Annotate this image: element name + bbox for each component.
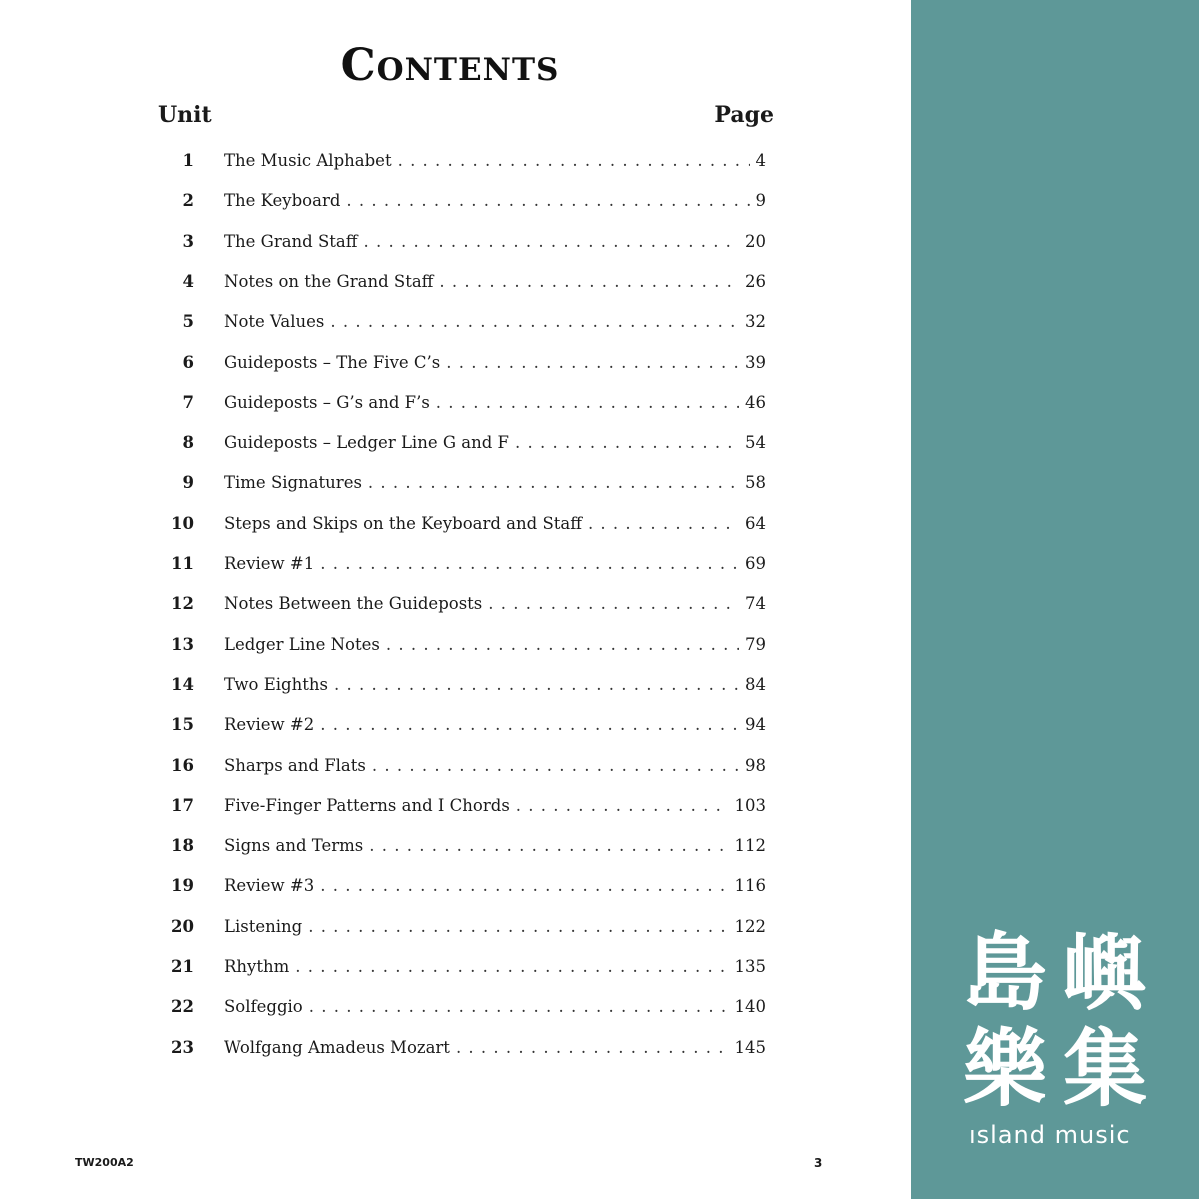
dot-leader <box>295 954 728 980</box>
page-ref: 112 <box>734 836 766 856</box>
dot-leader <box>308 914 728 940</box>
unit-title: Solfeggio <box>224 997 303 1017</box>
unit-title: Review #3 <box>224 876 315 896</box>
toc-row <box>0 632 911 658</box>
toc-row <box>0 229 911 255</box>
toc-entry <box>224 753 766 779</box>
unit-number: 7 <box>182 392 194 412</box>
dot-leader <box>330 309 739 335</box>
toc-entry <box>224 390 766 416</box>
dot-leader <box>488 591 739 617</box>
page-ref: 32 <box>745 312 766 332</box>
dot-leader <box>372 753 739 779</box>
unit-number: 6 <box>182 352 194 372</box>
unit-number: 19 <box>171 876 194 896</box>
page-ref: 69 <box>745 554 766 573</box>
page-ref: 54 <box>745 433 766 453</box>
toc-row <box>0 954 911 980</box>
page-ref: 79 <box>745 634 766 654</box>
unit-number: 12 <box>171 594 194 614</box>
logo-char: 集 <box>1062 1020 1147 1118</box>
unit-title: Review #2 <box>224 715 315 735</box>
unit-number: 20 <box>171 916 194 936</box>
page-ref: 103 <box>734 795 766 815</box>
page-column-header: Page <box>714 102 774 128</box>
toc-row <box>0 753 911 779</box>
toc-entry <box>224 591 766 617</box>
dot-leader <box>456 1035 729 1061</box>
toc-row <box>0 994 911 1020</box>
toc-row <box>0 470 911 496</box>
logo-characters <box>955 925 1155 1117</box>
unit-number: 22 <box>171 997 194 1017</box>
unit-title: Two Eighths <box>224 674 328 694</box>
unit-number: 9 <box>182 473 194 493</box>
page-title: Contents <box>340 40 560 91</box>
dot-leader <box>386 632 739 658</box>
unit-title: Guideposts – The Five C’s <box>224 352 441 372</box>
dot-leader <box>369 833 728 859</box>
page-ref: 140 <box>734 997 766 1017</box>
book-code: TW200A2 <box>75 1156 134 1169</box>
unit-number: 4 <box>182 271 194 291</box>
dot-leader <box>446 350 739 376</box>
dot-leader <box>588 511 739 537</box>
unit-number: 11 <box>171 554 194 573</box>
page-ref: 26 <box>745 271 766 291</box>
unit-column-header: Unit <box>158 102 212 128</box>
toc-row <box>0 188 911 214</box>
page-ref: 84 <box>745 674 766 694</box>
unit-number: 14 <box>171 674 194 694</box>
page-ref: 46 <box>745 392 766 412</box>
unit-title: Signs and Terms <box>224 836 364 856</box>
toc-entry <box>224 914 766 940</box>
toc-entry <box>224 994 766 1020</box>
toc-entry <box>224 1035 766 1061</box>
dot-leader <box>398 148 750 174</box>
dot-leader <box>368 470 739 496</box>
page-ref: 122 <box>734 916 766 936</box>
dot-leader <box>439 269 739 295</box>
toc-entry <box>224 470 766 496</box>
page-number: 3 <box>814 1156 823 1170</box>
unit-number: 18 <box>171 836 194 856</box>
unit-number: 17 <box>171 795 194 815</box>
toc-entry <box>224 551 766 577</box>
dot-leader <box>309 994 729 1020</box>
page-ref: 98 <box>745 755 766 775</box>
dot-leader <box>320 551 739 577</box>
unit-title: Listening <box>224 916 303 936</box>
island-music-logo <box>955 925 1155 1155</box>
toc-entry <box>224 269 766 295</box>
toc-row <box>0 511 911 537</box>
toc-row <box>0 793 911 819</box>
unit-number: 21 <box>171 957 194 976</box>
logo-char: 樂 <box>962 1020 1047 1118</box>
unit-title: Ledger Line Notes <box>224 634 380 654</box>
dot-leader <box>516 793 729 819</box>
unit-number: 8 <box>182 433 194 453</box>
dot-leader <box>515 430 739 456</box>
toc-row <box>0 390 911 416</box>
toc-row <box>0 1035 911 1061</box>
toc-row <box>0 148 911 174</box>
toc-entry <box>224 954 766 980</box>
page-ref: 58 <box>745 473 766 493</box>
page-ref: 4 <box>755 151 766 170</box>
page-ref: 94 <box>745 715 766 735</box>
unit-title: The Keyboard <box>224 191 341 211</box>
unit-title: Rhythm <box>224 957 290 976</box>
toc-row <box>0 873 911 899</box>
unit-title: The Grand Staff <box>224 231 358 251</box>
page-ref: 145 <box>734 1037 766 1057</box>
page-ref: 74 <box>745 594 766 614</box>
unit-number: 1 <box>182 151 194 170</box>
page-ref: 39 <box>745 352 766 372</box>
logo-char: 嶼 <box>1062 924 1147 1022</box>
dot-leader <box>346 188 749 214</box>
dot-leader <box>320 873 728 899</box>
unit-title: Guideposts – G’s and F’s <box>224 392 430 412</box>
logo-char: 島 <box>962 924 1047 1022</box>
toc-row <box>0 591 911 617</box>
toc-row <box>0 712 911 738</box>
toc-row <box>0 430 911 456</box>
unit-number: 15 <box>171 715 194 735</box>
unit-title: Guideposts – Ledger Line G and F <box>224 433 509 453</box>
toc-entry <box>224 632 766 658</box>
unit-title: The Music Alphabet <box>224 151 392 170</box>
page-ref: 64 <box>745 513 766 533</box>
toc-entry <box>224 712 766 738</box>
toc-entry <box>224 833 766 859</box>
toc-row <box>0 914 911 940</box>
toc-entry <box>224 873 766 899</box>
toc-row <box>0 672 911 698</box>
dot-leader <box>320 712 739 738</box>
toc-row <box>0 833 911 859</box>
logo-text: ısland music <box>969 1121 1131 1149</box>
unit-title: Notes on the Grand Staff <box>224 271 434 291</box>
toc-row <box>0 551 911 577</box>
toc-entry <box>224 350 766 376</box>
unit-title: Sharps and Flats <box>224 755 366 775</box>
toc-row <box>0 269 911 295</box>
page-ref: 9 <box>755 191 766 211</box>
unit-number: 2 <box>182 191 194 211</box>
page-ref: 20 <box>745 231 766 251</box>
unit-title: Review #1 <box>224 554 315 573</box>
page-ref: 135 <box>734 957 766 976</box>
toc-entry <box>224 188 766 214</box>
toc-row <box>0 350 911 376</box>
unit-number: 10 <box>171 513 194 533</box>
unit-number: 13 <box>171 634 194 654</box>
page-ref: 116 <box>734 876 766 896</box>
unit-title: Notes Between the Guideposts <box>224 594 483 614</box>
dot-leader <box>363 229 739 255</box>
toc-entry <box>224 229 766 255</box>
unit-number: 3 <box>182 231 194 251</box>
toc-entry <box>224 672 766 698</box>
unit-number: 5 <box>182 312 194 332</box>
unit-title: Note Values <box>224 312 325 332</box>
toc-entry <box>224 309 766 335</box>
toc-entry <box>224 148 766 174</box>
toc-entry <box>224 430 766 456</box>
unit-title: Five-Finger Patterns and I Chords <box>224 795 510 815</box>
unit-title: Wolfgang Amadeus Mozart <box>224 1037 450 1057</box>
unit-number: 16 <box>171 755 194 775</box>
toc-entry <box>224 793 766 819</box>
unit-title: Time Signatures <box>224 473 362 493</box>
unit-title: Steps and Skips on the Keyboard and Staff <box>224 513 582 533</box>
dot-leader <box>436 390 739 416</box>
dot-leader <box>334 672 739 698</box>
toc-entry <box>224 511 766 537</box>
toc-row <box>0 309 911 335</box>
unit-number: 23 <box>171 1037 194 1057</box>
